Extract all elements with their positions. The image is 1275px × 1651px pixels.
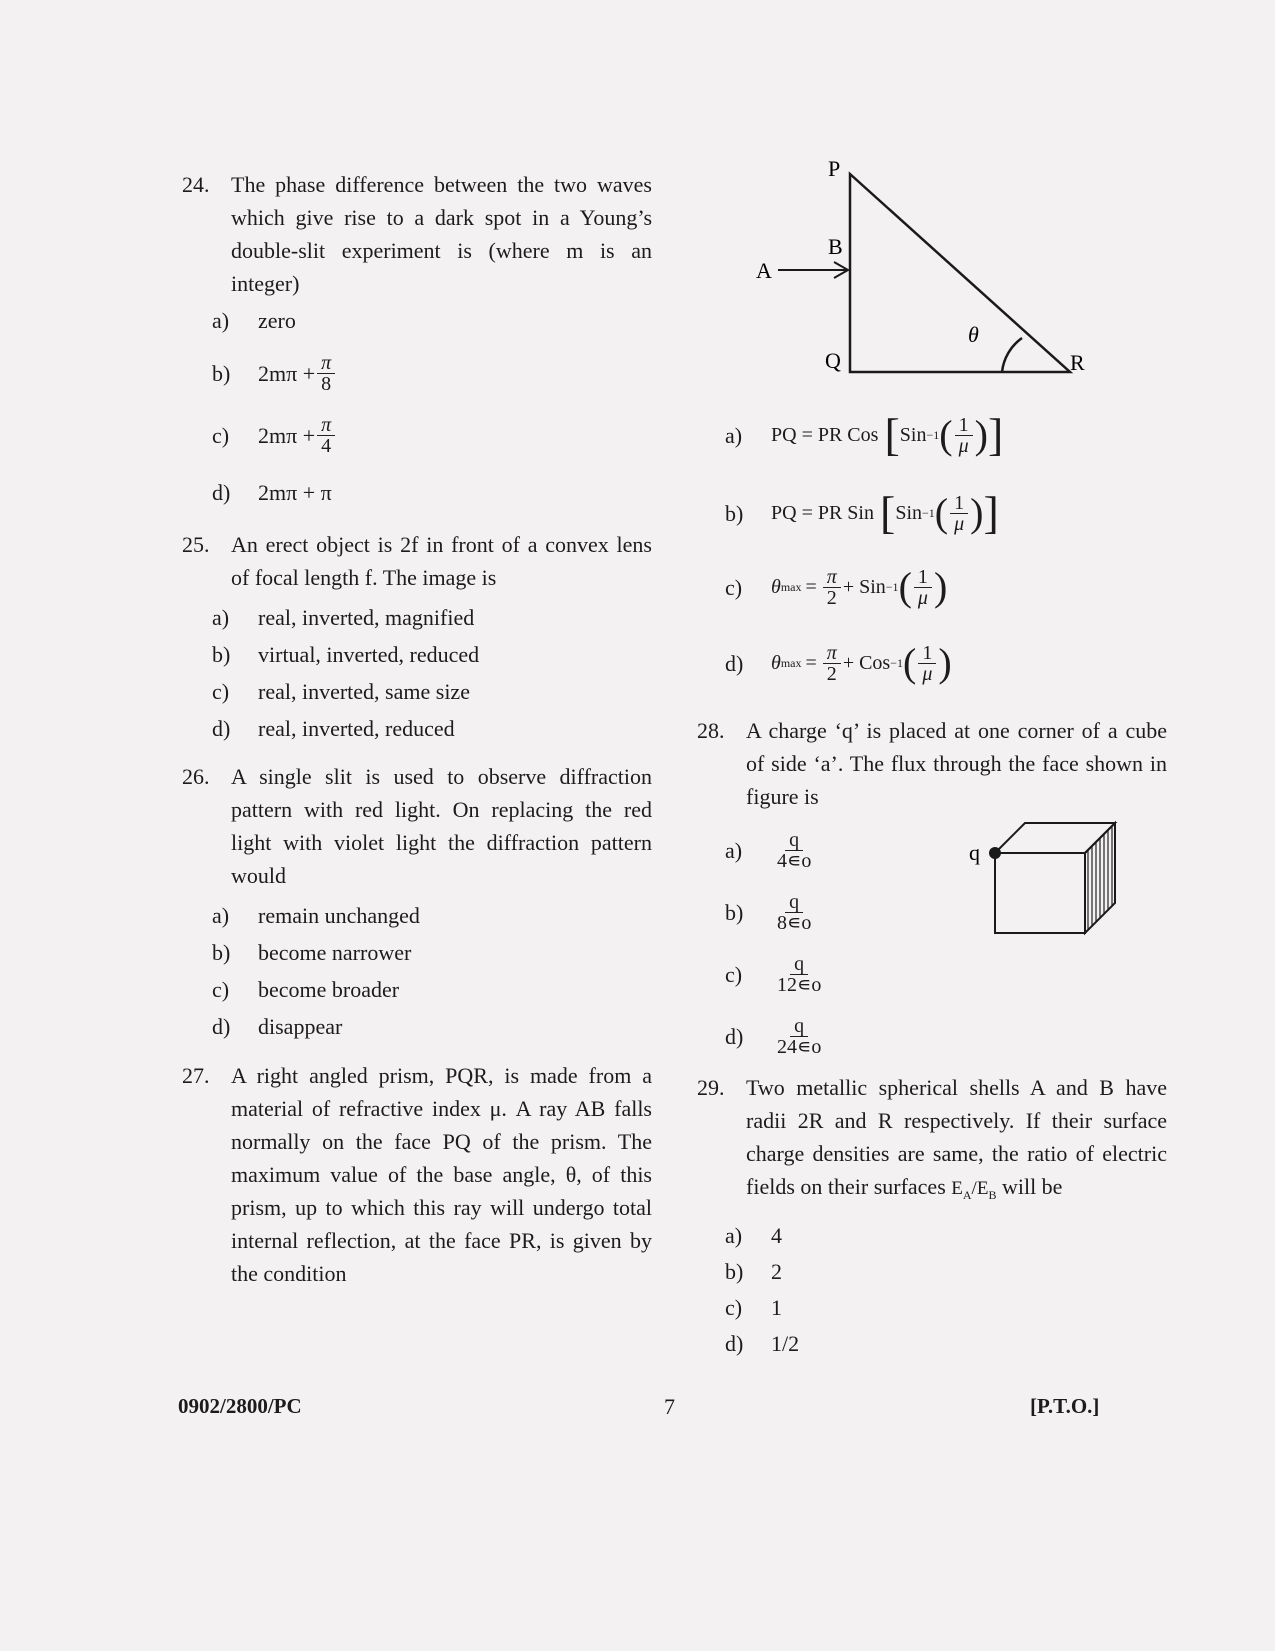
superscript: −1 [885,579,899,594]
paren-close: ) [974,412,988,457]
numerator: 1 [918,643,936,664]
option-text: disappear [258,1014,343,1039]
denominator: 2 [826,662,837,685]
label-r: R [1070,350,1085,375]
option-label: a) [725,837,743,863]
option-lhs: PQ = PR Sin [771,501,874,524]
theta-symbol: θ [771,575,781,598]
option [212,348,652,398]
option [725,478,1167,548]
function-name: + Sin [842,575,886,598]
option-label: a) [212,605,230,630]
fraction [773,892,815,933]
paren-open: ( [934,490,949,535]
denominator: 4∊o [777,849,812,872]
option-text: zero [258,307,296,333]
option-label: a) [212,307,230,333]
prism-triangle [850,174,1070,372]
question-number: 28. [697,718,725,743]
label-q: Q [825,348,841,373]
option-text: 2mπ + [258,422,316,448]
option-text: 1/2 [771,1331,800,1357]
denominator: 4 [321,434,332,457]
bracket-close: ] [983,487,999,538]
option [212,934,652,971]
option-text: 2mπ + [258,360,316,386]
option-text: 2 [771,1259,782,1285]
question-text: A charge ‘q’ is placed at one corner of a cube of side ‘a’. The flux through the face shown in figure is [746,718,1167,809]
cube-shaded-face [1085,823,1115,933]
superscript: −1 [922,505,935,520]
superscript: −1 [926,427,940,442]
ratio-e1: E [951,1178,963,1199]
option-label: d) [212,1014,231,1039]
paren-close: ) [938,640,952,685]
option-text: remain unchanged [258,903,420,928]
superscript: −1 [890,655,903,670]
fraction [918,643,936,684]
option-label: a) [212,903,230,928]
pto-label: [P.T.O.] [1030,1394,1100,1418]
ratio-sub-b: B [988,1187,997,1202]
option [725,400,1167,470]
option [725,1218,1167,1254]
option-text: become narrower [258,940,412,965]
question-text-main: Two metallic spherical shells A and B have radii 2R and R respectively. If their surface charge densities are same, the ratio of electric fields on their surfaces [746,1075,1167,1199]
label-p: P [828,158,841,181]
option-text: real, inverted, reduced [258,716,455,741]
option-label: b) [725,1259,744,1285]
denominator: 2 [826,586,837,609]
denominator: μ [922,662,933,685]
option [725,1254,1167,1290]
option-label: c) [212,422,230,448]
paren-close: ) [970,490,984,535]
option [212,673,652,710]
option-label: d) [212,716,231,741]
option [212,302,652,338]
option-text: real, inverted, same size [258,679,470,704]
question-text-tail: will be [1001,1174,1063,1199]
option [212,410,652,460]
question-29 [697,1071,1167,1212]
subscript: max [780,579,802,594]
function-name: + Cos [842,651,891,674]
denominator: 24∊o [777,1035,822,1058]
question-text: An erect object is 2f in front of a convex lens of focal length f. The image is [231,532,652,590]
numerator: π [317,415,335,436]
numerator: q [785,830,803,851]
charge-dot [989,847,1001,859]
question-25 [182,528,652,594]
option-text: 4 [771,1223,782,1249]
function-name: Sin [895,501,923,524]
paper-code: 0902/2800/PC [178,1394,302,1418]
option [725,1326,1167,1362]
denominator: μ [917,586,928,609]
denominator: 8 [321,372,332,395]
left-column [182,168,652,1290]
paren-open: ( [939,412,953,457]
option-label: b) [212,642,231,667]
question-number: 29. [697,1075,725,1100]
option-label: a) [725,1223,743,1249]
prism-figure [750,158,1090,384]
fraction [955,415,973,456]
option [212,1008,652,1045]
fraction [773,1016,825,1057]
option [212,971,652,1008]
fraction [773,954,825,995]
fraction [823,643,841,684]
option-label: d) [725,650,744,676]
question-text [746,1071,1167,1212]
option-text: real, inverted, magnified [258,605,475,630]
bracket-open: [ [884,409,900,460]
option-label: c) [725,961,743,987]
option-label: d) [725,1023,744,1049]
numerator: π [823,567,841,588]
question-number: 26. [182,764,210,789]
question-text: The phase difference between the two waves which give rise to a dark spot in a Young’s double-slit experiment is (where m is an integer) [231,172,652,296]
option-label: c) [725,574,743,600]
fraction [914,567,932,608]
paren-open: ( [903,640,917,685]
question-text: A single slit is used to observe diffraction pattern with red light. On replacing the red light with violet light the diffraction pattern would [231,764,652,888]
option [725,1290,1167,1326]
subscript: max [780,655,802,670]
question-26 [182,760,652,892]
numerator: q [790,1016,808,1037]
option [212,710,652,747]
option [212,599,652,636]
label-theta: θ [968,322,979,347]
ratio-slash: / [971,1178,977,1199]
fraction [773,830,815,871]
numerator: 1 [950,493,968,514]
field-ratio [951,1178,997,1202]
label-a: A [756,258,772,283]
paren-close: ) [933,564,948,609]
option-text: 1 [771,1295,782,1321]
fraction [823,567,841,608]
numerator: 1 [955,415,973,436]
option-label: c) [212,977,230,1002]
ratio-e2: E [976,1178,989,1199]
angle-arc [1002,338,1022,372]
question-text: A right angled prism, PQR, is made from a material of refractive index μ. A ray AB falls normally on the face PQ of the prism. The maximum value of the base angle, θ, of this prism, up to which this ray will undergo total internal reflection, at the face PR, is given by the condition [231,1063,652,1286]
denominator: μ [954,512,965,535]
option [212,636,652,673]
option-label: d) [212,479,231,505]
denominator: 12∊o [777,973,822,996]
page-number: 7 [664,1394,675,1419]
option-label: d) [725,1331,744,1357]
option-label: b) [212,360,231,386]
option-label: b) [725,899,744,925]
bracket-close: ] [987,409,1004,460]
option-text: 2mπ + π [258,479,332,505]
option [725,630,1167,696]
cube-front-face [995,853,1085,933]
equals-sign: = [805,651,817,674]
option [212,897,652,934]
question-28 [697,714,1167,813]
numerator: π [823,643,841,664]
denominator: 8∊o [777,911,812,934]
question-number: 25. [182,532,210,557]
option-text: become broader [258,977,400,1002]
question-24 [182,168,652,300]
option-text: virtual, inverted, reduced [258,642,480,667]
function-name: Sin [899,423,927,446]
numerator: π [317,353,335,374]
numerator: q [790,954,808,975]
question-number: 27. [182,1063,210,1088]
option-label: c) [212,679,230,704]
fraction [317,353,335,394]
question-number: 24. [182,172,210,197]
cube-figure [955,818,1135,938]
question-27 [182,1059,652,1290]
equals-sign: = [805,575,817,598]
option-label: c) [725,1295,743,1321]
numerator: q [785,892,803,913]
option-label: b) [212,940,231,965]
fraction [317,415,335,456]
option [725,1007,1167,1065]
ratio-sub-a: A [962,1187,972,1202]
option-label: b) [725,500,744,526]
charge-label: q [969,840,980,865]
bracket-open: [ [880,487,896,538]
option [212,474,652,510]
label-b: B [828,234,843,259]
option-label: a) [725,422,743,448]
numerator: 1 [914,567,932,588]
option [725,945,1167,1003]
paren-open: ( [898,564,912,609]
option [725,554,1167,620]
theta-symbol: θ [771,651,781,674]
denominator: μ [958,434,969,457]
option-lhs: PQ = PR Cos [771,423,879,446]
fraction [950,493,968,534]
